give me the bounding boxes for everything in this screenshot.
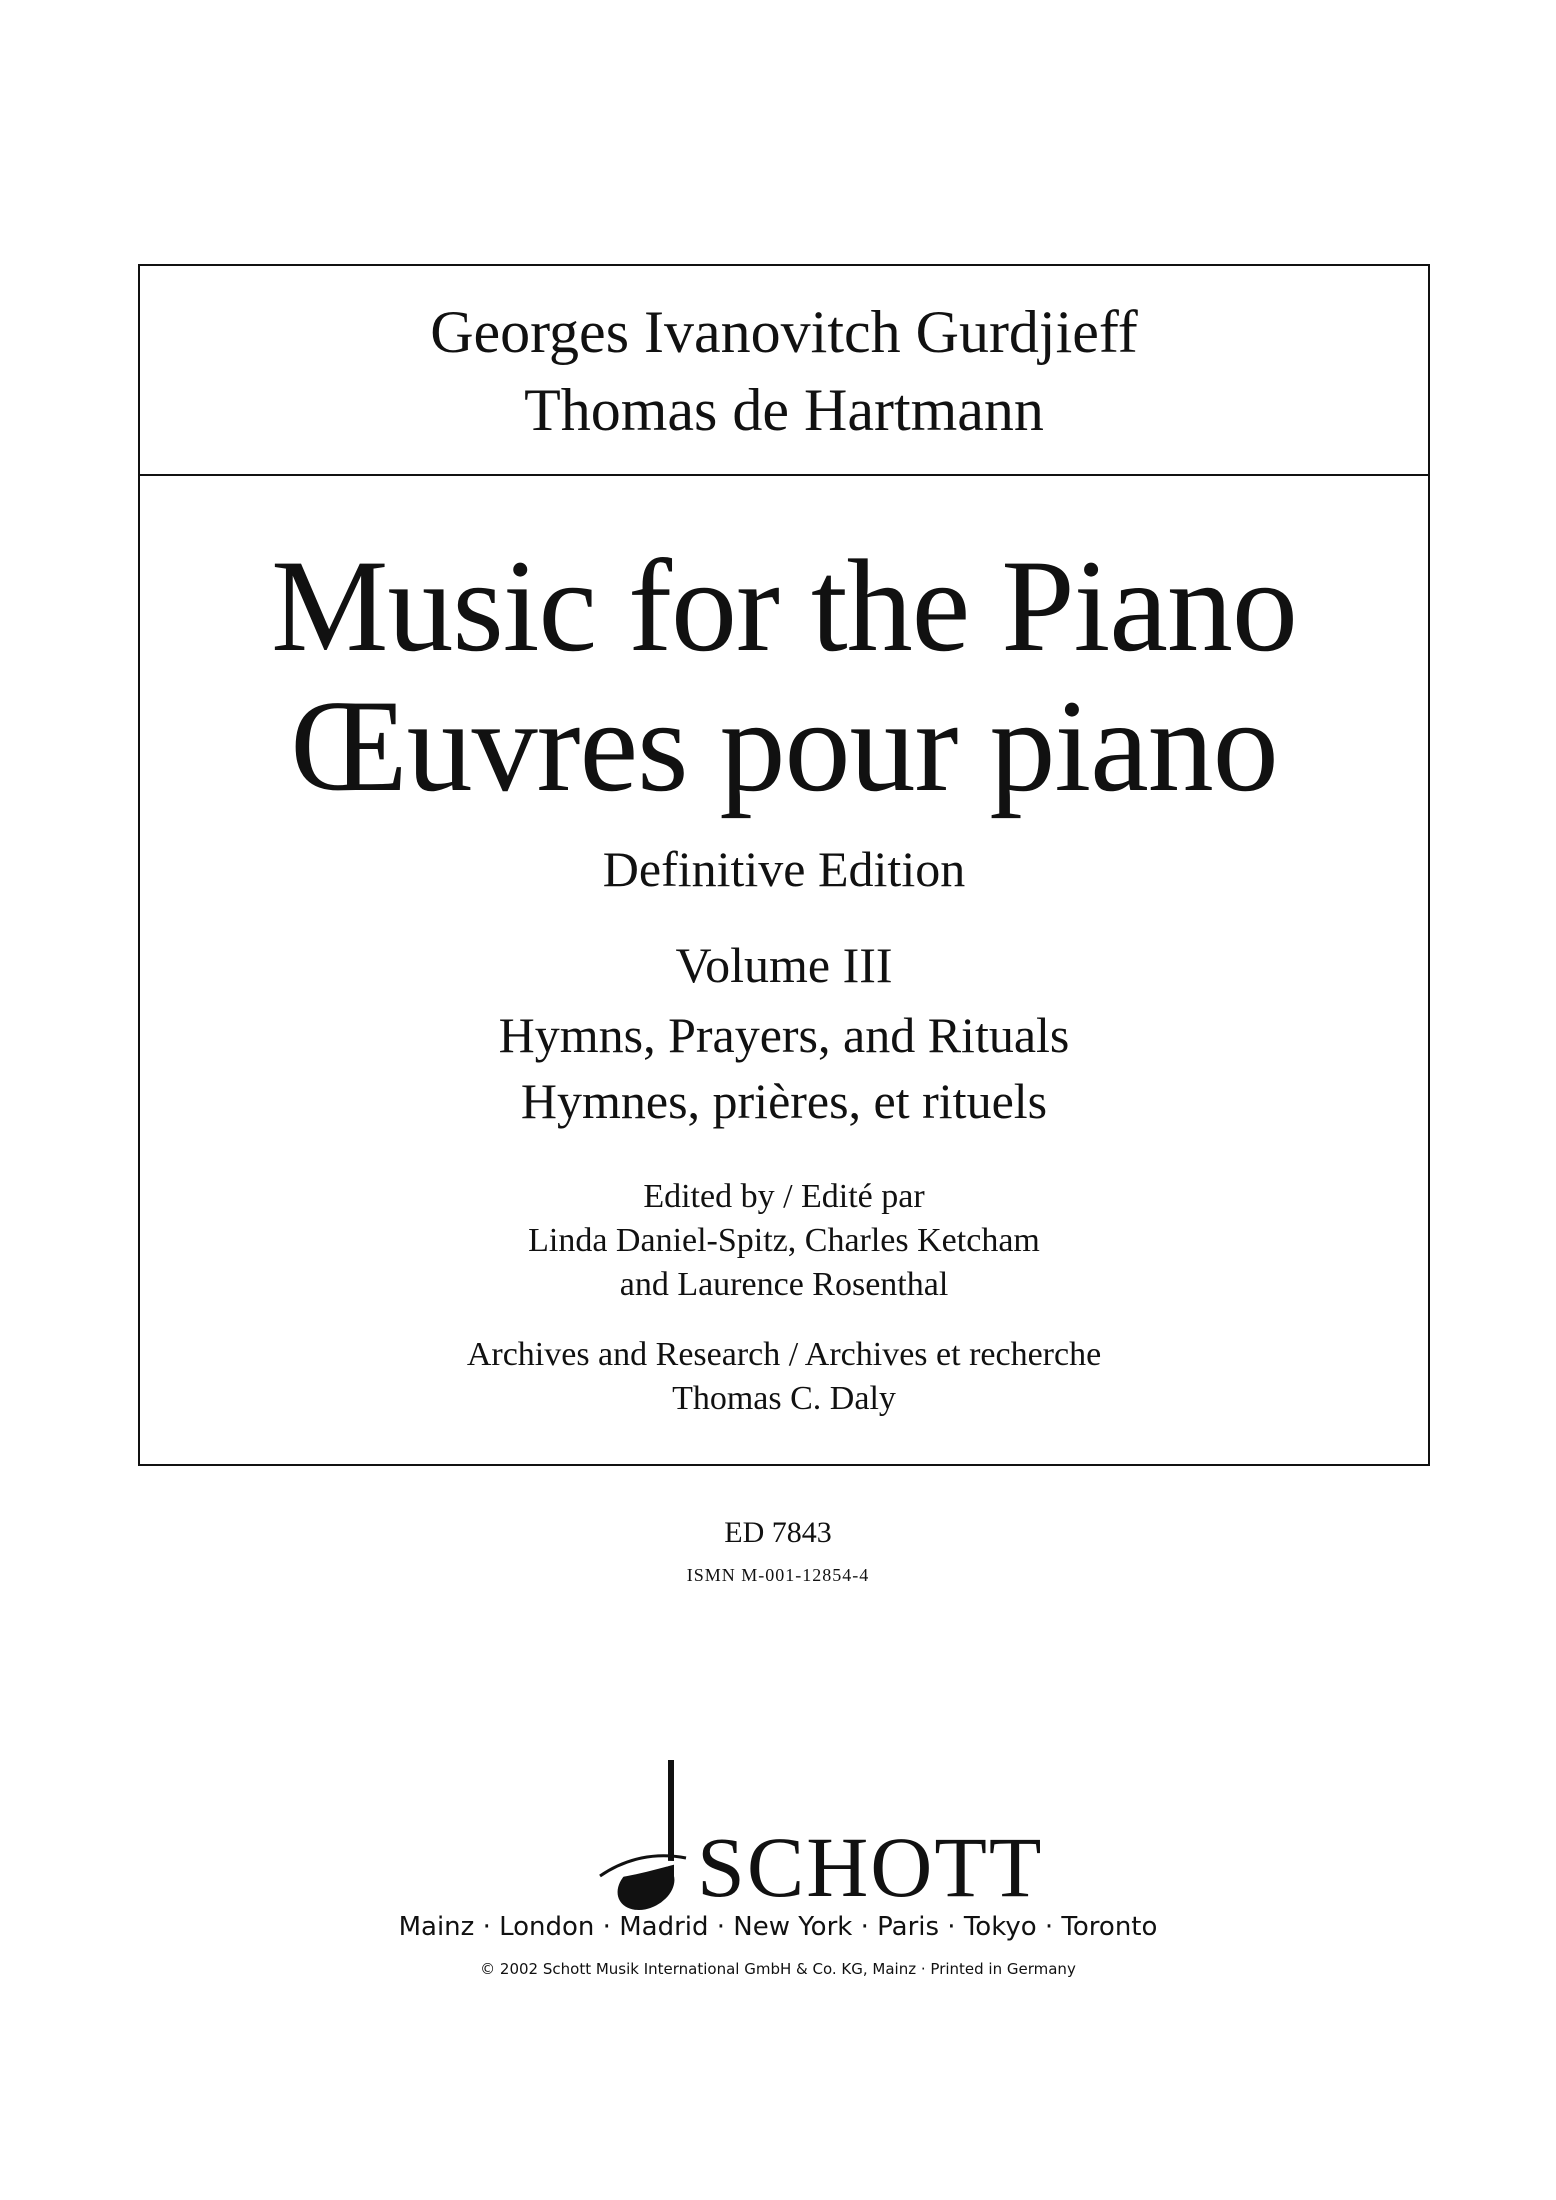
archives-name: Thomas C. Daly: [672, 1380, 896, 1417]
title-frame: [138, 264, 1430, 1466]
volume-subtitle-english: Hymns, Prayers, and Rituals: [498, 1007, 1070, 1063]
publisher-cities: Mainz · London · Madrid · New York · Paris · Tokyo · Toronto: [398, 1912, 1158, 1942]
editors-names-line1: Linda Daniel-Spitz, Charles Ketcham: [528, 1222, 1040, 1259]
editors-names-line2: and Laurence Rosenthal: [619, 1266, 949, 1303]
composer-name: Georges Ivanovitch Gurdjieff: [430, 299, 1138, 365]
edition-label: Definitive Edition: [602, 841, 966, 897]
ismn-number: ISMN M-001-12854-4: [686, 1565, 870, 1585]
copyright-line: © 2002 Schott Musik International GmbH & Co. KG, Mainz · Printed in Germany: [480, 1960, 1076, 1978]
publisher-name: SCHOTT: [697, 1819, 1044, 1915]
co-composer-name: Thomas de Hartmann: [524, 377, 1044, 443]
editors-label: Edited by / Edité par: [643, 1178, 925, 1215]
title-french: Œuvres pour piano: [290, 672, 1278, 819]
edition-number: ED 7843: [724, 1516, 832, 1549]
title-english: Music for the Piano: [271, 532, 1297, 679]
publisher-logo: [592, 1760, 1044, 1920]
volume-number: Volume III: [675, 937, 893, 993]
archives-label: Archives and Research / Archives et recherche: [466, 1336, 1102, 1373]
volume-subtitle-french: Hymnes, prières, et rituels: [520, 1073, 1048, 1129]
note-icon: [592, 1760, 702, 1920]
authors-section: [140, 266, 1428, 476]
